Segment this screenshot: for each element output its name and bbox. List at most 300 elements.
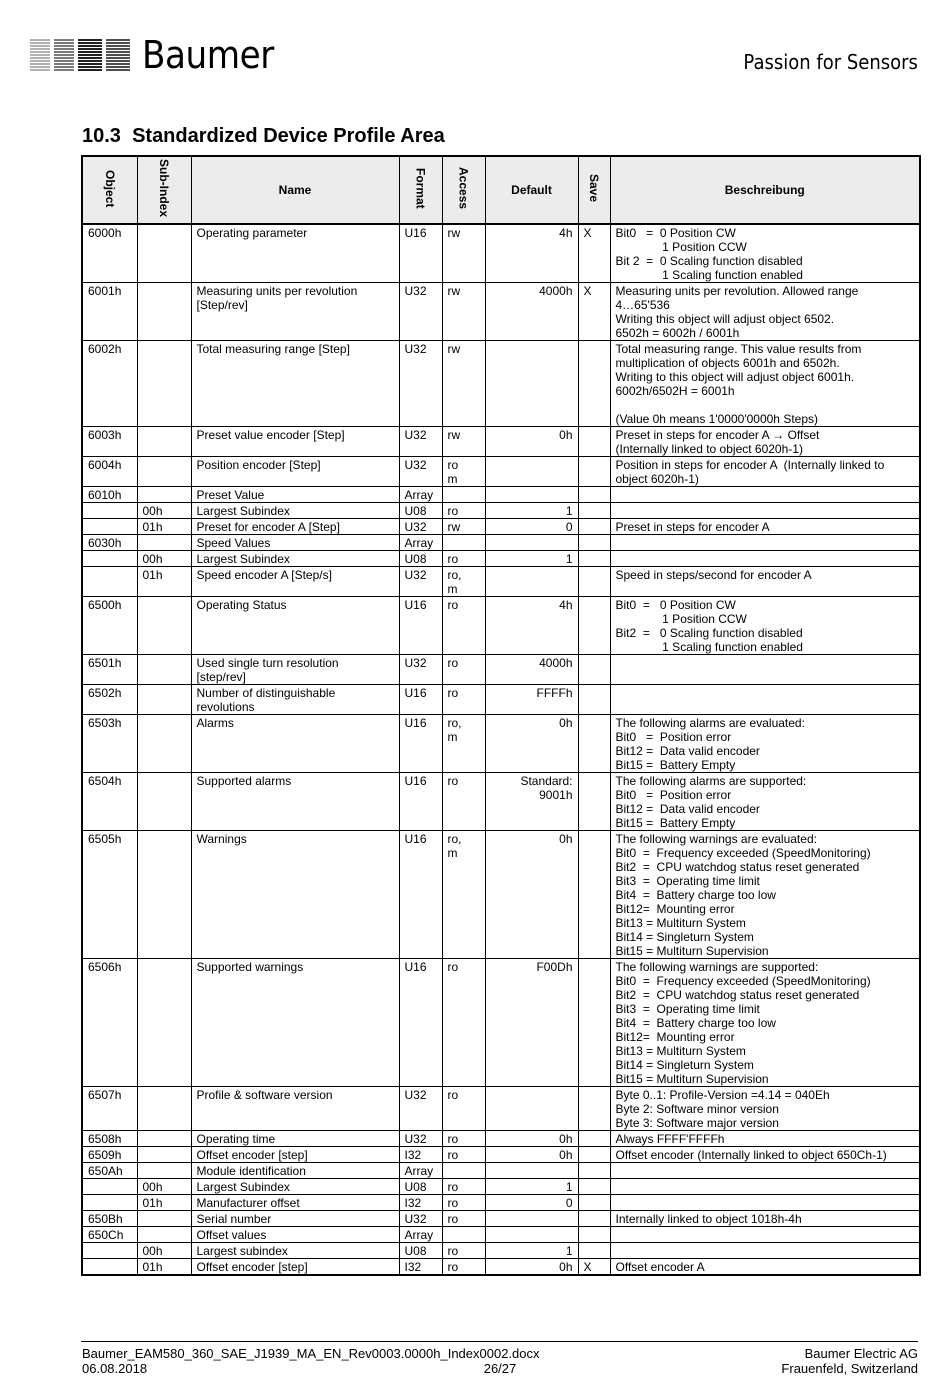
cell-line: 4000h xyxy=(539,284,573,298)
format-cell: U32 xyxy=(399,1087,442,1131)
cell-line: Speed Values xyxy=(196,536,271,550)
cell-line: Module identification xyxy=(196,1164,306,1178)
format-cell: U32 xyxy=(399,283,442,341)
cell-line: Operating parameter xyxy=(196,226,308,240)
cell-line: Byte 2: Software minor version xyxy=(615,1102,779,1116)
cell-line: ro xyxy=(447,656,459,670)
access-cell xyxy=(442,551,485,567)
save-cell: X xyxy=(578,224,610,283)
default-cell xyxy=(485,1147,578,1163)
cell-line: Warnings xyxy=(196,832,247,846)
cell-line: 6502h = 6002h / 6001h xyxy=(615,326,740,340)
cell-line: Largest Subindex xyxy=(196,504,290,518)
table-row xyxy=(82,1259,920,1276)
cell-line: 0h xyxy=(559,1148,573,1162)
cell-line: Profile & software version xyxy=(196,1088,333,1102)
default-cell xyxy=(485,1087,578,1131)
logo-mark-icon xyxy=(30,39,130,71)
table-row xyxy=(82,1211,920,1227)
access-cell xyxy=(442,1227,485,1243)
default-cell xyxy=(485,959,578,1087)
access-cell xyxy=(442,1179,485,1195)
save-cell xyxy=(578,1211,610,1227)
access-cell xyxy=(442,773,485,831)
format-cell: U08 xyxy=(399,551,442,567)
cell-line: rw xyxy=(447,226,461,240)
name-cell xyxy=(191,1211,399,1227)
column-header-default: Default xyxy=(485,156,578,224)
object-cell xyxy=(82,567,137,597)
default-cell xyxy=(485,1179,578,1195)
object-cell: 6507h xyxy=(82,1087,137,1131)
subindex-cell xyxy=(137,535,191,551)
description-cell xyxy=(610,519,920,535)
object-cell: 6003h xyxy=(82,427,137,457)
name-cell xyxy=(191,1259,399,1276)
column-header-subindex: Sub-Index xyxy=(137,156,191,224)
format-cell: U08 xyxy=(399,503,442,519)
cell-line: 4…65'536 xyxy=(615,298,670,312)
default-cell xyxy=(485,283,578,341)
access-cell xyxy=(442,1195,485,1211)
page-number: 26/27 xyxy=(483,1361,517,1376)
format-cell: U16 xyxy=(399,831,442,959)
cell-line: Offset encoder [step] xyxy=(196,1148,308,1162)
default-cell xyxy=(485,1211,578,1227)
default-cell xyxy=(485,1131,578,1147)
cell-line: m xyxy=(447,582,458,596)
cell-line: Bit3 = Operating time limit xyxy=(615,874,760,888)
column-header-name: Name xyxy=(191,156,399,224)
subindex-cell xyxy=(137,1211,191,1227)
object-cell: 6502h xyxy=(82,685,137,715)
save-cell xyxy=(578,831,610,959)
column-header-access: Access xyxy=(442,156,485,224)
table-row xyxy=(82,655,920,685)
access-cell xyxy=(442,427,485,457)
cell-line: Bit15 = Battery Empty xyxy=(615,816,736,830)
table-header-row xyxy=(82,156,920,224)
subindex-cell xyxy=(137,715,191,773)
object-cell xyxy=(82,503,137,519)
object-cell: 650Bh xyxy=(82,1211,137,1227)
table-row xyxy=(82,551,920,567)
name-cell xyxy=(191,773,399,831)
object-cell xyxy=(82,1259,137,1276)
description-cell xyxy=(610,1227,920,1243)
cell-line: Total measuring range [Step] xyxy=(196,342,350,356)
format-cell: Array xyxy=(399,535,442,551)
subindex-cell xyxy=(137,773,191,831)
save-cell xyxy=(578,551,610,567)
description-cell xyxy=(610,597,920,655)
cell-line: 4h xyxy=(559,598,573,612)
description-cell xyxy=(610,715,920,773)
cell-line: 6002h/6502H = 6001h xyxy=(615,384,735,398)
name-cell xyxy=(191,1243,399,1259)
format-cell: U32 xyxy=(399,1211,442,1227)
name-cell xyxy=(191,1087,399,1131)
cell-line: Bit0 = 0 Position CW xyxy=(615,598,736,612)
format-cell: U16 xyxy=(399,959,442,1087)
default-cell xyxy=(485,567,578,597)
save-cell xyxy=(578,427,610,457)
table-row xyxy=(82,1131,920,1147)
table-row xyxy=(82,1243,920,1259)
object-cell: 6030h xyxy=(82,535,137,551)
table-row xyxy=(82,519,920,535)
table-row xyxy=(82,535,920,551)
cell-line: ro xyxy=(447,1244,459,1258)
subindex-cell xyxy=(137,1131,191,1147)
cell-line: (Internally linked to object 6020h-1) xyxy=(615,442,803,456)
name-cell xyxy=(191,959,399,1087)
description-cell xyxy=(610,1211,920,1227)
name-cell xyxy=(191,831,399,959)
footer-filename: Baumer_EAM580_360_SAE_J1939_MA_EN_Rev0003.0000h_Index0002.docx xyxy=(82,1346,540,1361)
subindex-cell xyxy=(137,655,191,685)
name-cell xyxy=(191,1195,399,1211)
access-cell xyxy=(442,519,485,535)
cell-line: ro xyxy=(447,1088,459,1102)
cell-line: Bit3 = Operating time limit xyxy=(615,1002,760,1016)
cell-line: Bit0 = Frequency exceeded (SpeedMonitoring) xyxy=(615,974,871,988)
default-cell xyxy=(485,487,578,503)
name-cell xyxy=(191,715,399,773)
subindex-cell xyxy=(137,597,191,655)
table-row xyxy=(82,283,920,341)
section-number: 10.3 xyxy=(82,125,121,147)
save-cell xyxy=(578,519,610,535)
description-cell xyxy=(610,551,920,567)
cell-line: 1 Scaling function enabled xyxy=(615,640,803,654)
cell-line: ro xyxy=(447,960,459,974)
subindex-cell xyxy=(137,283,191,341)
cell-line: 0h xyxy=(559,428,573,442)
cell-line: ro xyxy=(447,1148,459,1162)
description-cell xyxy=(610,283,920,341)
save-cell xyxy=(578,457,610,487)
object-cell: 6505h xyxy=(82,831,137,959)
subindex-cell xyxy=(137,487,191,503)
cell-line: Speed in steps/second for encoder A xyxy=(615,568,812,582)
save-cell xyxy=(578,685,610,715)
name-cell xyxy=(191,341,399,427)
default-cell xyxy=(485,1259,578,1276)
subindex-cell: 01h xyxy=(137,519,191,535)
cell-line: ro, xyxy=(447,716,462,730)
default-cell xyxy=(485,655,578,685)
cell-line: ro xyxy=(447,1260,459,1274)
access-cell xyxy=(442,535,485,551)
cell-line: 1 xyxy=(565,1180,573,1194)
subindex-cell xyxy=(137,959,191,1087)
cell-line: 4h xyxy=(559,226,573,240)
column-header-object: Object xyxy=(82,156,137,224)
format-cell: U32 xyxy=(399,655,442,685)
access-cell xyxy=(442,1243,485,1259)
object-cell xyxy=(82,1243,137,1259)
footer-right xyxy=(781,1346,918,1376)
save-cell xyxy=(578,503,610,519)
cell-line: Bit14 = Singleturn System xyxy=(615,1058,754,1072)
subindex-cell: 01h xyxy=(137,1195,191,1211)
name-cell xyxy=(191,519,399,535)
name-cell xyxy=(191,535,399,551)
subindex-cell xyxy=(137,1227,191,1243)
cell-line: 0h xyxy=(559,716,573,730)
name-cell xyxy=(191,685,399,715)
name-cell xyxy=(191,283,399,341)
default-cell xyxy=(485,1243,578,1259)
format-cell: U08 xyxy=(399,1243,442,1259)
name-cell xyxy=(191,567,399,597)
cell-line: Bit2 = CPU watchdog status reset generated xyxy=(615,860,860,874)
cell-line: Bit4 = Battery charge too low xyxy=(615,1016,776,1030)
save-cell xyxy=(578,1195,610,1211)
object-cell: 6500h xyxy=(82,597,137,655)
format-cell: U32 xyxy=(399,567,442,597)
save-cell xyxy=(578,1163,610,1179)
default-cell xyxy=(485,685,578,715)
cell-line: ro xyxy=(447,458,459,472)
cell-line: Supported alarms xyxy=(196,774,292,788)
table-row xyxy=(82,427,920,457)
cell-line: 0h xyxy=(559,1260,573,1274)
object-cell: 6504h xyxy=(82,773,137,831)
save-cell xyxy=(578,1179,610,1195)
format-cell: U16 xyxy=(399,224,442,283)
name-cell xyxy=(191,224,399,283)
cell-line: Always FFFF'FFFFh xyxy=(615,1132,725,1146)
cell-line: ro, xyxy=(447,832,462,846)
cell-line: Bit2 = 0 Scaling function disabled xyxy=(615,626,803,640)
name-cell xyxy=(191,551,399,567)
cell-line: Bit15 = Battery Empty xyxy=(615,758,736,772)
name-cell xyxy=(191,457,399,487)
cell-line: 4000h xyxy=(539,656,573,670)
table-row xyxy=(82,457,920,487)
save-cell xyxy=(578,567,610,597)
save-cell xyxy=(578,1147,610,1163)
format-cell: U32 xyxy=(399,1131,442,1147)
default-cell xyxy=(485,503,578,519)
access-cell xyxy=(442,1259,485,1276)
cell-line: Bit 2 = 0 Scaling function disabled xyxy=(615,254,803,268)
save-cell xyxy=(578,1227,610,1243)
cell-line: Bit0 = 0 Position CW xyxy=(615,226,736,240)
default-cell xyxy=(485,519,578,535)
subindex-cell xyxy=(137,685,191,715)
cell-line: Bit12 = Data valid encoder xyxy=(615,802,760,816)
name-cell xyxy=(191,655,399,685)
cell-line: 1 Position CCW xyxy=(615,240,747,254)
default-cell xyxy=(485,427,578,457)
format-cell: Array xyxy=(399,1163,442,1179)
device-profile-table xyxy=(81,155,921,1276)
cell-line: Byte 3: Software major version xyxy=(615,1116,779,1130)
default-cell xyxy=(485,597,578,655)
cell-line: Offset encoder A xyxy=(615,1260,705,1274)
description-cell xyxy=(610,224,920,283)
format-cell: Array xyxy=(399,1227,442,1243)
cell-line: The following warnings are evaluated: xyxy=(615,832,817,846)
name-cell xyxy=(191,503,399,519)
cell-line: m xyxy=(447,730,458,744)
default-cell xyxy=(485,551,578,567)
object-cell xyxy=(82,519,137,535)
name-cell xyxy=(191,427,399,457)
default-cell xyxy=(485,1195,578,1211)
cell-line: [step/rev] xyxy=(196,670,246,684)
default-cell xyxy=(485,1227,578,1243)
name-cell xyxy=(191,1179,399,1195)
default-cell xyxy=(485,341,578,427)
description-cell xyxy=(610,655,920,685)
cell-line: Offset encoder (Internally linked to object 650Ch-1) xyxy=(615,1148,887,1162)
footer-company: Baumer Electric AG xyxy=(804,1346,918,1361)
save-cell xyxy=(578,1131,610,1147)
object-cell: 650Ah xyxy=(82,1163,137,1179)
cell-line: The following warnings are supported: xyxy=(615,960,819,974)
cell-line: Bit14 = Singleturn System xyxy=(615,930,754,944)
cell-line: Position encoder [Step] xyxy=(196,458,321,472)
table-row xyxy=(82,685,920,715)
footer-location: Frauenfeld, Switzerland xyxy=(781,1361,918,1376)
save-cell: X xyxy=(578,1259,610,1276)
table-row xyxy=(82,1087,920,1131)
table-row xyxy=(82,224,920,283)
cell-line: Offset values xyxy=(196,1228,267,1242)
cell-line: Used single turn resolution xyxy=(196,656,339,670)
cell-line: Bit4 = Battery charge too low xyxy=(615,888,776,902)
description-cell xyxy=(610,685,920,715)
cell-line: 0 xyxy=(565,1196,573,1210)
access-cell xyxy=(442,487,485,503)
table-row xyxy=(82,831,920,959)
table-row xyxy=(82,1163,920,1179)
format-cell: U16 xyxy=(399,597,442,655)
cell-line: 1 Position CCW xyxy=(615,612,747,626)
table-row xyxy=(82,487,920,503)
baumer-logo xyxy=(30,33,288,77)
subindex-cell xyxy=(137,1087,191,1131)
subindex-cell xyxy=(137,1147,191,1163)
access-cell xyxy=(442,685,485,715)
description-cell xyxy=(610,1195,920,1211)
cell-line: rw xyxy=(447,284,461,298)
cell-line: Measuring units per revolution. Allowed range xyxy=(615,284,859,298)
description-cell xyxy=(610,959,920,1087)
subindex-cell: 00h xyxy=(137,503,191,519)
format-cell: Array xyxy=(399,487,442,503)
description-cell xyxy=(610,1147,920,1163)
format-cell: U32 xyxy=(399,341,442,427)
table-row xyxy=(82,1227,920,1243)
cell-line: rw xyxy=(447,342,461,356)
cell-line: object 6020h-1) xyxy=(615,472,699,486)
access-cell xyxy=(442,457,485,487)
subindex-cell: 00h xyxy=(137,551,191,567)
column-header-save: Save xyxy=(578,156,610,224)
cell-line: Bit12= Mounting error xyxy=(615,1030,735,1044)
footer-date: 06.08.2018 xyxy=(82,1361,148,1376)
description-cell xyxy=(610,427,920,457)
cell-line: ro, xyxy=(447,568,462,582)
table-row xyxy=(82,597,920,655)
cell-line: Number of distinguishable xyxy=(196,686,336,700)
subindex-cell xyxy=(137,224,191,283)
cell-line: Speed encoder A [Step/s] xyxy=(196,568,332,582)
cell-line: Byte 0..1: Profile-Version =4.14 = 040Eh xyxy=(615,1088,830,1102)
access-cell xyxy=(442,655,485,685)
description-cell xyxy=(610,487,920,503)
cell-line: FFFFh xyxy=(536,686,573,700)
cell-line: Preset in steps for encoder A → Offset xyxy=(615,428,820,442)
table-row xyxy=(82,1147,920,1163)
object-cell: 650Ch xyxy=(82,1227,137,1243)
save-cell xyxy=(578,1243,610,1259)
cell-line: Standard: xyxy=(520,774,573,788)
format-cell: I32 xyxy=(399,1195,442,1211)
format-cell: U16 xyxy=(399,685,442,715)
cell-line: Preset for encoder A [Step] xyxy=(196,520,340,534)
cell-line: m xyxy=(447,846,458,860)
access-cell xyxy=(442,831,485,959)
access-cell xyxy=(442,503,485,519)
cell-line: Bit2 = CPU watchdog status reset generated xyxy=(615,988,860,1002)
default-cell xyxy=(485,1163,578,1179)
object-cell: 6503h xyxy=(82,715,137,773)
cell-line: Bit13 = Multiturn System xyxy=(615,916,746,930)
subindex-cell xyxy=(137,831,191,959)
description-cell xyxy=(610,1087,920,1131)
access-cell xyxy=(442,283,485,341)
cell-line: Bit0 = Position error xyxy=(615,788,732,802)
access-cell xyxy=(442,1163,485,1179)
description-cell xyxy=(610,503,920,519)
cell-line: Bit12= Mounting error xyxy=(615,902,735,916)
access-cell xyxy=(442,597,485,655)
object-cell: 6004h xyxy=(82,457,137,487)
name-cell xyxy=(191,1163,399,1179)
save-cell xyxy=(578,487,610,503)
format-cell: U16 xyxy=(399,715,442,773)
access-cell xyxy=(442,224,485,283)
cell-line: Preset value encoder [Step] xyxy=(196,428,345,442)
description-cell xyxy=(610,1179,920,1195)
cell-line: Writing this object will adjust object 6502. xyxy=(615,312,835,326)
name-cell xyxy=(191,487,399,503)
column-header-description: Beschreibung xyxy=(610,156,920,224)
cell-line: (Value 0h means 1'0000'0000h Steps) xyxy=(615,412,818,426)
default-cell xyxy=(485,715,578,773)
cell-line: Operating time xyxy=(196,1132,276,1146)
access-cell xyxy=(442,341,485,427)
name-cell xyxy=(191,1227,399,1243)
format-cell: U16 xyxy=(399,773,442,831)
table-row xyxy=(82,959,920,1087)
cell-line: Bit15 = Multiturn Supervision xyxy=(615,944,769,958)
cell-line: Serial number xyxy=(196,1212,272,1226)
description-cell xyxy=(610,1163,920,1179)
tagline: Passion for Sensors xyxy=(743,50,918,74)
save-cell xyxy=(578,773,610,831)
cell-line: rw xyxy=(447,520,461,534)
subindex-cell: 01h xyxy=(137,567,191,597)
description-cell xyxy=(610,457,920,487)
access-cell xyxy=(442,1131,485,1147)
